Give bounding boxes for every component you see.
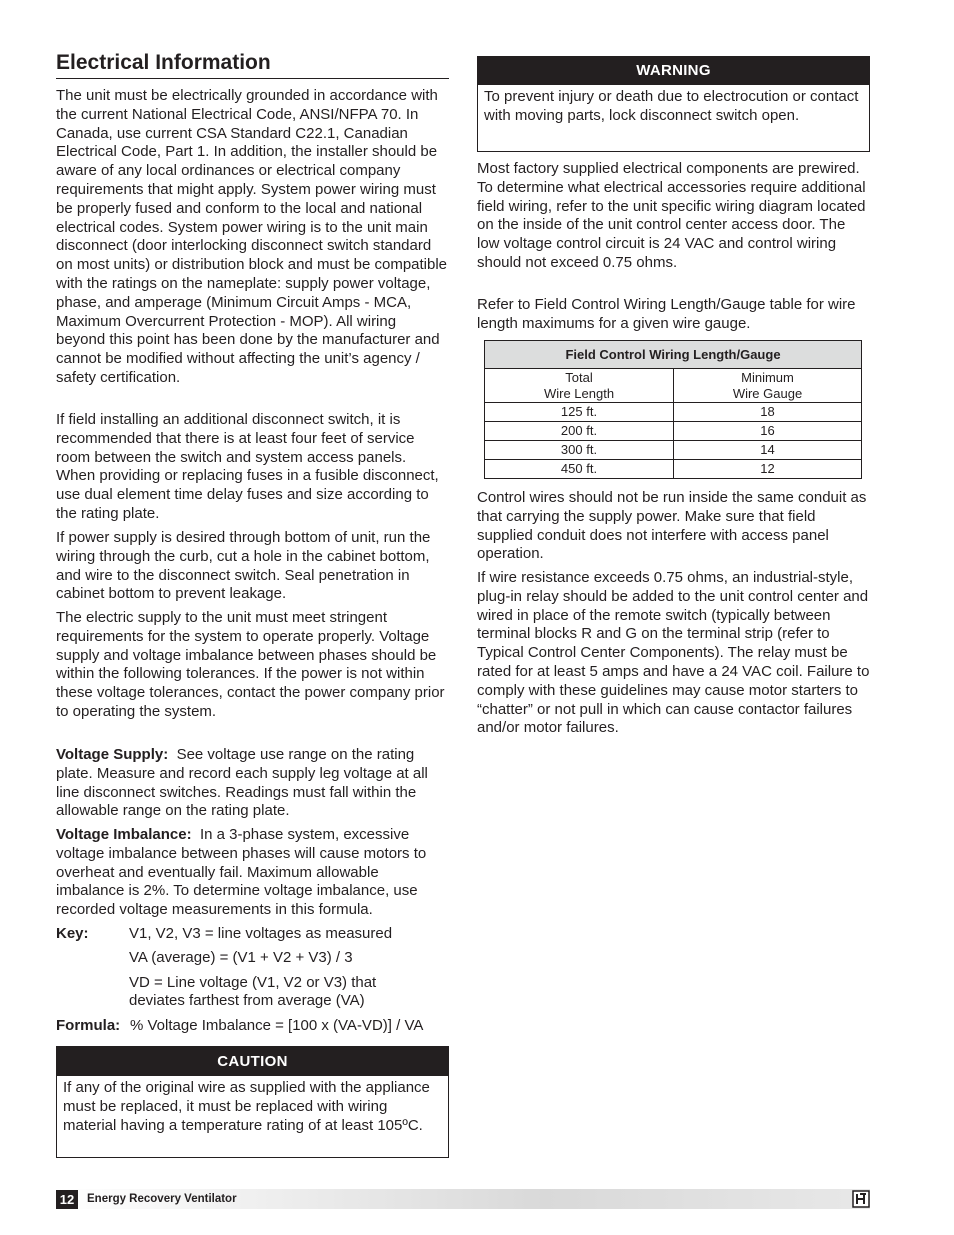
key-item-3b: deviates farthest from average (VA): [129, 992, 365, 1009]
wiring-gauge-table: [484, 340, 862, 479]
key-item-1: V1, V2, V3 = line voltages as measured: [129, 925, 393, 942]
page-number: 12: [56, 1190, 78, 1209]
conduit-paragraph: Control wires should not be run inside the same conduit as that carrying the supply power. Make sure that field supplied conduit does not interfere with access panel operation.: [477, 489, 867, 563]
factory-wiring-paragraph: Most factory supplied electrical components are prewired. To determine what electrical accessories require additional field wiring, refer to the unit specific wiring diagram located on the inside of the unit control center access door. The low voltage control circuit is 24 VAC and control wiring should not exceed 0.75 ohms.: [477, 160, 866, 271]
voltage-imbalance-paragraph: [56, 826, 449, 920]
greenheck-logo-icon: [852, 1190, 870, 1208]
formula-label: Formula:: [56, 1017, 121, 1034]
warning-title: WARNING: [478, 57, 869, 85]
page-title: Electrical Information: [56, 50, 449, 79]
table-cell-length: 125 ft.: [485, 403, 674, 422]
table-header-gauge-line2: Wire Gauge: [732, 385, 803, 401]
table-cell-length: 450 ft.: [485, 460, 674, 479]
table-header-length: [485, 369, 674, 403]
footer-title: Energy Recovery Ventilator: [87, 1193, 237, 1205]
key-item-3a: VD = Line voltage (V1, V2 or V3) that: [129, 974, 377, 991]
table-cell-gauge: 14: [674, 441, 862, 460]
warning-box: [477, 56, 870, 152]
voltage-imbalance-text: In a 3-phase system, excessive voltage imbalance between phases will cause motors to overheat and eventually fail. Maximum allowable imbalance is 2%. To determine voltage imbalance, use recorded voltage measurements in this formula.: [56, 826, 427, 919]
table-header-gauge-line1: Minimum: [741, 369, 794, 385]
table-reference-paragraph: Refer to Field Control Wiring Length/Gauge table for wire length maximums for a given wire gauge.: [477, 296, 856, 332]
table-header-row: [485, 369, 862, 403]
electric-supply-paragraph: The electric supply to the unit must meet stringent requirements for the system to operate properly. Voltage supply and voltage imbalance between phases should be within the following tolerances. If the power is not within these voltage tolerances, contact the power company prior to operating the system.: [56, 609, 445, 720]
table-header-gauge: [674, 369, 862, 403]
relay-paragraph: If wire resistance exceeds 0.75 ohms, an industrial-style, plug-in relay should be added to the unit control center and wired in place of the remote switch (typically between terminal blocks R and G on the terminal strip (refer to Typical Control Center Components). The relay must be rated for at least 5 amps and have a 24 VAC coil. Failure to comply with these guidelines may cause motor starters to “chatter” or not pull in which can cause contactor failures and/or motor failures.: [477, 569, 870, 737]
caution-box: [56, 1046, 449, 1158]
table-cell-length: 300 ft.: [485, 441, 674, 460]
table-row: [485, 460, 862, 479]
table-header-length-line1: Total: [565, 369, 593, 385]
key-item-2: VA (average) = (V1 + V2 + V3) / 3: [129, 949, 353, 966]
voltage-supply-paragraph: [56, 746, 449, 821]
voltage-supply-text: See voltage use range on the rating plate. Measure and record each supply leg voltage at all line disconnect switches. Readings must fall within the allowable range on the rating plate.: [56, 746, 428, 820]
voltage-imbalance-label: Voltage Imbalance:: [56, 826, 192, 843]
table-cell-length: 200 ft.: [485, 422, 674, 441]
power-supply-paragraph: If power supply is desired through bottom of unit, run the wiring through the curb, cut a hole in the cabinet bottom, and wire to the disconnect switch. Seal penetration in cabinet bottom to prevent leakage.: [56, 529, 431, 603]
table-row: [485, 403, 862, 422]
table-cell-gauge: 18: [674, 403, 862, 422]
caution-title: CAUTION: [57, 1047, 448, 1076]
warning-text: To prevent injury or death due to electrocution or contact with moving parts, lock disconnect switch open.: [484, 88, 859, 124]
table-cell-gauge: 12: [674, 460, 862, 479]
formula-text: % Voltage Imbalance = [100 x (VA-VD)] / VA: [130, 1017, 424, 1034]
disconnect-paragraph: If field installing an additional disconnect switch, it is recommended that there is at least four feet of service room between the switch and system access panels. When providing or replacing fuses in a fusible disconnect, use dual element time delay fuses and size according to the rating plate.: [56, 411, 439, 522]
intro-paragraph: The unit must be electrically grounded in accordance with the current National Electrical Code, ANSI/NFPA 70. In Canada, use current CSA Standard C22.1, Canadian Electrical Code, Part 1. In addition, the installer should be aware of any local ordinances or electrical company requirements that might apply. System power wiring must be properly fused and conform to the local and national electrical codes. System power wiring is to the unit main disconnect (door interlocking disconnect switch standard on most units) or distribution block and must be compatible with the ratings on the nameplate: supply power voltage, phase, and amperage (Minimum Circuit Amps - MCA, Maximum Overcurrent Protection - MOP). All wiring beyond this point has been done by the manufacturer and cannot be modified without affecting the unit’s agency / safety certification.: [56, 87, 448, 386]
table-cell-gauge: 16: [674, 422, 862, 441]
voltage-supply-label: Voltage Supply:: [56, 746, 169, 763]
table-header-length-line2: Wire Length: [543, 385, 615, 401]
table-title: Field Control Wiring Length/Gauge: [485, 341, 862, 369]
caution-text: If any of the original wire as supplied with the appliance must be replaced, it must be replaced with wiring material having a temperature rating of at least 105ºC.: [63, 1079, 430, 1134]
key-label: Key:: [56, 925, 89, 942]
table-row: [485, 441, 862, 460]
table-row: [485, 422, 862, 441]
table-title-row: [485, 341, 862, 369]
